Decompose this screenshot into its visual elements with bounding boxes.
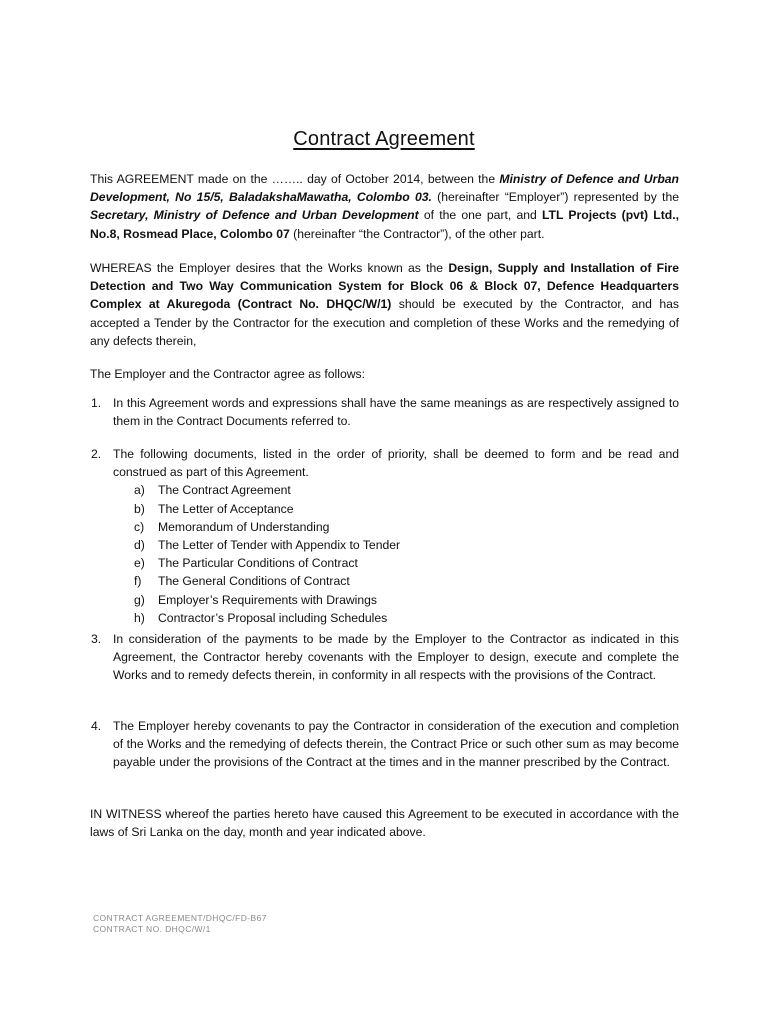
intro-text-2: (hereinafter “Employer”) represented by the: [431, 190, 679, 205]
list-item: [134, 591, 679, 609]
clause-item: [90, 394, 679, 430]
list-item-text: Contractor’s Proposal including Schedules: [158, 610, 388, 625]
list-letter: h): [134, 610, 145, 625]
list-item: [134, 554, 679, 572]
list-letter: c): [134, 519, 145, 534]
clause-text: The following documents, listed in the order of priority, shall be deemed to form and be read and construed as part of this Agreement.: [113, 447, 679, 480]
list-item: [134, 500, 679, 518]
intro-text-1: This AGREEMENT made on the …….. day of October 2014, between the: [90, 172, 500, 186]
works-name: Design, Supply and Installation of Fire Detection and Two Way Communication System for Block 06 & Block 07, Defence Headquarters Complex at Akuregoda (Contract No. DHQC/W/1): [90, 261, 679, 312]
list-item-text: The General Conditions of Contract: [158, 574, 350, 589]
whereas-text-2: should be executed by the Contractor, and has accepted a Tender by the Contractor for the execution and completion of these Works and the remedying of any defects therein,: [90, 297, 679, 348]
clause-number: 4.: [91, 719, 102, 733]
page-footer: [93, 913, 267, 935]
page-title: Contract Agreement: [293, 128, 475, 150]
footer-line-2: CONTRACT NO. DHQC/W/1: [93, 924, 211, 934]
list-item: [134, 518, 679, 536]
list-item-text: The Particular Conditions of Contract: [158, 556, 358, 571]
employer-name: Ministry of Defence and Urban Development, No 15/5, BaladakshaMawatha, Colombo 03.: [90, 172, 679, 205]
clause-number: 1.: [91, 396, 102, 410]
intro-text-3: of the one part, and: [418, 208, 542, 223]
intro-text-4: (hereinafter “the Contractor”), of the other part.: [289, 226, 545, 241]
list-letter: a): [134, 483, 145, 498]
list-letter: d): [134, 538, 145, 553]
list-letter: g): [134, 592, 145, 607]
list-item: [134, 572, 679, 590]
list-item-text: Employer’s Requirements with Drawings: [158, 592, 378, 607]
clause-text: In this Agreement words and expressions shall have the same meanings as are respectively assigned to them in the Contract Documents referred to.: [113, 396, 679, 429]
whereas-paragraph: [90, 259, 679, 350]
clause-item: [90, 717, 679, 772]
clause-item: [90, 630, 679, 685]
clause-number: 2.: [91, 447, 102, 461]
contractor-name: LTL Projects (pvt) Ltd., No.8, Rosmead Place, Colombo 07: [90, 208, 679, 241]
whereas-text-1: WHEREAS the Employer desires that the Works known as the: [90, 261, 449, 275]
list-item-text: The Contract Agreement: [158, 483, 291, 498]
clause-number: 3.: [91, 632, 102, 646]
witness-paragraph: IN WITNESS whereof the parties hereto have caused this Agreement to be executed in accordance with the laws of Sri Lanka on the day, month and year indicated above.: [90, 807, 679, 840]
clause-item: [90, 445, 679, 627]
list-item-text: The Letter of Acceptance: [158, 501, 294, 516]
list-letter: e): [134, 556, 145, 571]
list-item-text: The Letter of Tender with Appendix to Tender: [158, 538, 401, 553]
list-item: [134, 536, 679, 554]
list-item: [134, 481, 679, 499]
list-item-text: Memorandum of Understanding: [158, 519, 330, 534]
list-letter: b): [134, 501, 145, 516]
agree-heading: The Employer and the Contractor agree as follows:: [90, 367, 366, 381]
list-letter: f): [134, 574, 142, 589]
intro-paragraph: [90, 170, 679, 243]
list-item: [134, 609, 679, 627]
clause-text: The Employer hereby covenants to pay the Contractor in consideration of the execution and completion of the Works and the remedying of defects therein, the Contract Price or such other sum as may become payable under the provisions of the Contract at the times and in the manner prescribed by the Contract.: [113, 719, 679, 770]
footer-line-1: CONTRACT AGREEMENT/DHQC/FD-B67: [93, 913, 267, 923]
documents-list: [134, 481, 679, 627]
clause-text: In consideration of the payments to be made by the Employer to the Contractor as indicated in this Agreement, the Contractor hereby covenants with the Employer to design, execute and complete the Works and to remedy defects therein, in conformity in all respects with the provisions of the Contract.: [113, 632, 679, 683]
employer-representative: Secretary, Ministry of Defence and Urban Development: [90, 208, 419, 223]
